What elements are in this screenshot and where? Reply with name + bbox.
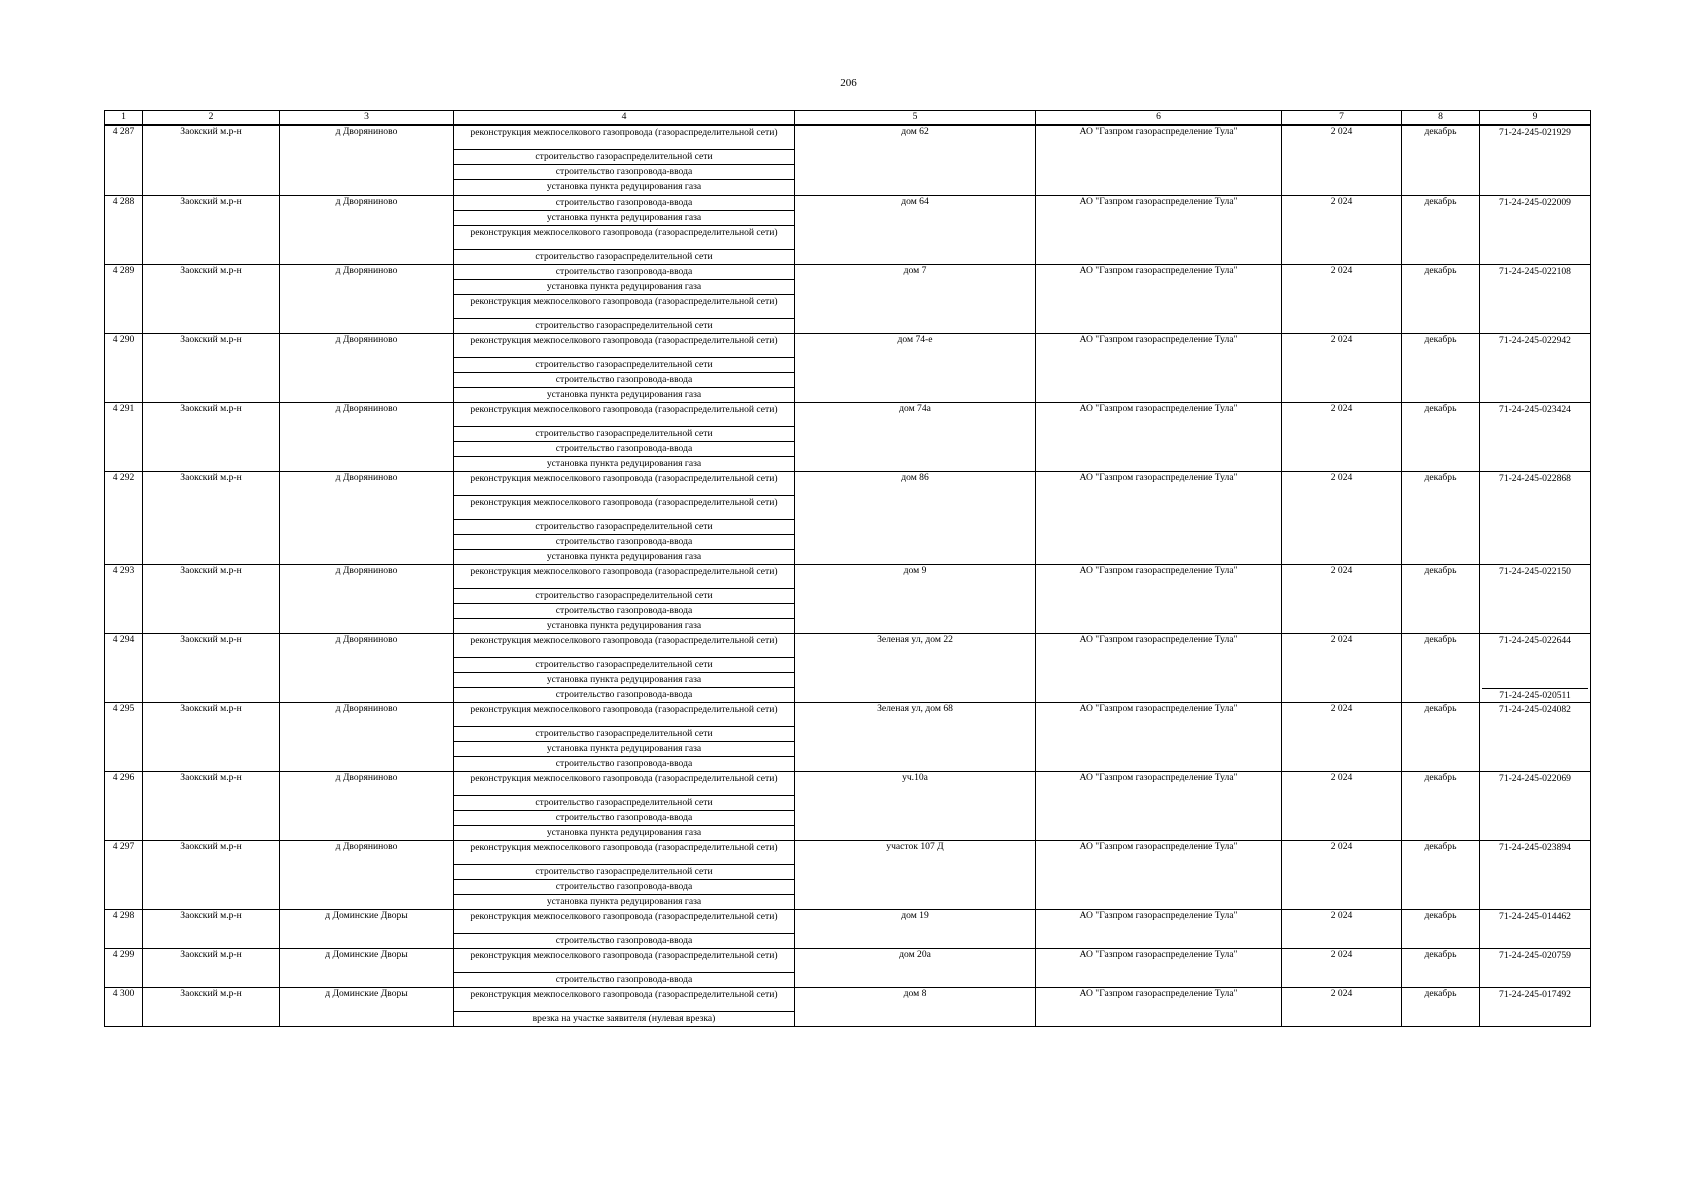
work-item: реконструкция межпоселкового газопровода (газораспределительной сети) xyxy=(454,988,794,1012)
district-cell: Заокский м.р-н xyxy=(143,949,280,988)
district-cell: Заокский м.р-н xyxy=(143,703,280,772)
works-cell xyxy=(454,265,795,334)
application-code: 71-24-245-020511 xyxy=(1482,688,1588,702)
code-list xyxy=(1482,472,1588,564)
work-item: реконструкция межпоселкового газопровода (газораспределительной сети) xyxy=(454,295,794,319)
application-code: 71-24-245-017492 xyxy=(1499,989,1571,1000)
page-number: 206 xyxy=(840,77,857,89)
column-header: 7 xyxy=(1282,111,1402,126)
work-item: строительство газораспределительной сети xyxy=(535,251,713,262)
works-list xyxy=(454,772,794,840)
column-header: 5 xyxy=(795,111,1036,126)
works-cell xyxy=(454,988,795,1027)
table-body xyxy=(105,125,1591,1027)
district-cell: Заокский м.р-н xyxy=(143,634,280,703)
code-list xyxy=(1482,265,1588,333)
table-row xyxy=(105,703,1591,772)
application-code: 71-24-245-023424 xyxy=(1499,404,1571,415)
year-cell: 2 024 xyxy=(1282,196,1402,265)
column-header: 1 xyxy=(105,111,143,126)
row-number: 4 296 xyxy=(105,772,143,841)
works-list xyxy=(454,265,794,333)
work-item: реконструкция межпоселкового газопровода (газораспределительной сети) xyxy=(454,949,794,973)
month-cell: декабрь xyxy=(1402,634,1480,703)
address-cell: дом 86 xyxy=(795,472,1036,565)
work-item: установка пункта редуцирования газа xyxy=(546,620,702,631)
row-number: 4 290 xyxy=(105,334,143,403)
work-item: строительство газораспределительной сети xyxy=(454,520,794,535)
month-cell: декабрь xyxy=(1402,703,1480,772)
works-list xyxy=(454,472,794,564)
address-cell: дом 7 xyxy=(795,265,1036,334)
application-code: 71-24-245-022009 xyxy=(1499,197,1571,208)
work-item: реконструкция межпоселкового газопровода (газораспределительной сети) xyxy=(454,334,794,358)
gasification-register-table xyxy=(104,110,1591,1027)
work-item: строительство газораспределительной сети xyxy=(454,796,794,811)
column-header: 3 xyxy=(280,111,454,126)
works-list xyxy=(454,126,794,194)
work-item: строительство газопровода-ввода xyxy=(555,689,693,700)
code-list xyxy=(1482,949,1588,987)
table-row xyxy=(105,403,1591,472)
row-number: 4 288 xyxy=(105,196,143,265)
table-row xyxy=(105,125,1591,196)
work-item: реконструкция межпоселкового газопровода (газораспределительной сети) xyxy=(454,841,794,865)
district-cell: Заокский м.р-н xyxy=(143,196,280,265)
table-row xyxy=(105,265,1591,334)
works-list xyxy=(454,334,794,402)
locality-cell: д Дворяниново xyxy=(280,125,454,196)
year-cell: 2 024 xyxy=(1282,565,1402,634)
application-code: 71-24-245-022150 xyxy=(1499,566,1571,577)
works-cell xyxy=(454,565,795,634)
application-code: 71-24-245-022868 xyxy=(1499,473,1571,484)
works-list xyxy=(454,703,794,771)
code-list xyxy=(1482,841,1588,909)
code-list xyxy=(1482,772,1588,840)
works-cell xyxy=(454,196,795,265)
works-list xyxy=(454,634,794,702)
organization-cell: АО "Газпром газораспределение Тула" xyxy=(1036,988,1282,1027)
work-item: врезка на участке заявителя (нулевая врезка) xyxy=(532,1013,716,1024)
code-list xyxy=(1482,634,1588,702)
works-cell xyxy=(454,125,795,196)
application-code: 71-24-245-020759 xyxy=(1499,950,1571,961)
locality-cell: д Дворяниново xyxy=(280,334,454,403)
code-list xyxy=(1482,403,1588,471)
address-cell: уч.10а xyxy=(795,772,1036,841)
month-cell: декабрь xyxy=(1402,472,1480,565)
works-cell xyxy=(454,772,795,841)
code-list xyxy=(1482,910,1588,948)
organization-cell: АО "Газпром газораспределение Тула" xyxy=(1036,125,1282,196)
code-cell xyxy=(1480,565,1591,634)
work-item: строительство газопровода-ввода xyxy=(555,935,693,946)
table-row xyxy=(105,196,1591,265)
work-item: реконструкция межпоселкового газопровода (газораспределительной сети) xyxy=(454,403,794,427)
month-cell: декабрь xyxy=(1402,988,1480,1027)
work-item: установка пункта редуцирования газа xyxy=(546,896,702,907)
table-row xyxy=(105,988,1591,1027)
work-item: строительство газопровода-ввода xyxy=(454,811,794,826)
table-row xyxy=(105,634,1591,703)
code-cell xyxy=(1480,772,1591,841)
year-cell: 2 024 xyxy=(1282,403,1402,472)
work-item: строительство газораспределительной сети xyxy=(454,589,794,604)
locality-cell: д Доминские Дворы xyxy=(280,988,454,1027)
locality-cell: д Дворяниново xyxy=(280,634,454,703)
month-cell: декабрь xyxy=(1402,403,1480,472)
code-cell xyxy=(1480,403,1591,472)
works-cell xyxy=(454,472,795,565)
organization-cell: АО "Газпром газораспределение Тула" xyxy=(1036,634,1282,703)
year-cell: 2 024 xyxy=(1282,910,1402,949)
code-cell xyxy=(1480,841,1591,910)
work-item: строительство газораспределительной сети xyxy=(454,658,794,673)
work-item: строительство газораспределительной сети xyxy=(454,865,794,880)
works-cell xyxy=(454,334,795,403)
table-row xyxy=(105,841,1591,910)
row-number: 4 294 xyxy=(105,634,143,703)
works-cell xyxy=(454,910,795,949)
address-cell: дом 8 xyxy=(795,988,1036,1027)
work-item: строительство газопровода-ввода xyxy=(454,604,794,619)
address-cell: дом 19 xyxy=(795,910,1036,949)
year-cell: 2 024 xyxy=(1282,949,1402,988)
district-cell: Заокский м.р-н xyxy=(143,125,280,196)
address-cell: дом 74-е xyxy=(795,334,1036,403)
code-cell xyxy=(1480,703,1591,772)
works-list xyxy=(454,196,794,264)
code-cell xyxy=(1480,949,1591,988)
code-list xyxy=(1482,196,1588,264)
code-cell xyxy=(1480,910,1591,949)
work-item: установка пункта редуцирования газа xyxy=(546,551,702,562)
work-item: строительство газораспределительной сети xyxy=(535,320,713,331)
year-cell: 2 024 xyxy=(1282,634,1402,703)
code-cell xyxy=(1480,634,1591,703)
work-item: реконструкция межпоселкового газопровода (газораспределительной сети) xyxy=(454,565,794,589)
address-cell: дом 64 xyxy=(795,196,1036,265)
column-header: 6 xyxy=(1036,111,1282,126)
works-list xyxy=(454,949,794,987)
organization-cell: АО "Газпром газораспределение Тула" xyxy=(1036,772,1282,841)
column-number-row xyxy=(105,111,1591,126)
application-code: 71-24-245-014462 xyxy=(1499,911,1571,922)
code-cell xyxy=(1480,265,1591,334)
works-list xyxy=(454,565,794,633)
works-cell xyxy=(454,841,795,910)
month-cell: декабрь xyxy=(1402,125,1480,196)
table-row xyxy=(105,565,1591,634)
row-number: 4 297 xyxy=(105,841,143,910)
code-list xyxy=(1482,703,1588,771)
row-number: 4 291 xyxy=(105,403,143,472)
district-cell: Заокский м.р-н xyxy=(143,403,280,472)
work-item: реконструкция межпоселкового газопровода (газораспределительной сети) xyxy=(454,910,794,934)
code-cell xyxy=(1480,334,1591,403)
organization-cell: АО "Газпром газораспределение Тула" xyxy=(1036,265,1282,334)
month-cell: декабрь xyxy=(1402,565,1480,634)
table-row xyxy=(105,772,1591,841)
month-cell: декабрь xyxy=(1402,334,1480,403)
year-cell: 2 024 xyxy=(1282,334,1402,403)
work-item: реконструкция межпоселкового газопровода (газораспределительной сети) xyxy=(454,126,794,150)
works-list xyxy=(454,988,794,1026)
locality-cell: д Доминские Дворы xyxy=(280,949,454,988)
month-cell: декабрь xyxy=(1402,949,1480,988)
code-list xyxy=(1482,565,1588,633)
works-list xyxy=(454,841,794,909)
year-cell: 2 024 xyxy=(1282,841,1402,910)
locality-cell: д Дворяниново xyxy=(280,403,454,472)
works-list xyxy=(454,403,794,471)
work-item: установка пункта редуцирования газа xyxy=(546,458,702,469)
locality-cell: д Дворяниново xyxy=(280,265,454,334)
table-row xyxy=(105,949,1591,988)
month-cell: декабрь xyxy=(1402,772,1480,841)
organization-cell: АО "Газпром газораспределение Тула" xyxy=(1036,703,1282,772)
work-item: строительство газопровода-ввода xyxy=(555,974,693,985)
works-list xyxy=(454,910,794,948)
work-item: реконструкция межпоселкового газопровода (газораспределительной сети) xyxy=(454,772,794,796)
work-item: строительство газораспределительной сети xyxy=(454,427,794,442)
district-cell: Заокский м.р-н xyxy=(143,472,280,565)
code-cell xyxy=(1480,988,1591,1027)
work-item: реконструкция межпоселкового газопровода (газораспределительной сети) xyxy=(454,226,794,250)
work-item: строительство газопровода-ввода xyxy=(454,196,794,211)
work-item: установка пункта редуцирования газа xyxy=(454,211,794,226)
row-number: 4 299 xyxy=(105,949,143,988)
works-cell xyxy=(454,634,795,703)
month-cell: декабрь xyxy=(1402,910,1480,949)
row-number: 4 287 xyxy=(105,125,143,196)
year-cell: 2 024 xyxy=(1282,703,1402,772)
district-cell: Заокский м.р-н xyxy=(143,334,280,403)
application-code: 71-24-245-024082 xyxy=(1499,704,1571,715)
work-item: установка пункта редуцирования газа xyxy=(454,280,794,295)
work-item: реконструкция межпоселкового газопровода (газораспределительной сети) xyxy=(454,496,794,520)
month-cell: декабрь xyxy=(1402,196,1480,265)
locality-cell: д Доминские Дворы xyxy=(280,910,454,949)
year-cell: 2 024 xyxy=(1282,472,1402,565)
address-cell: дом 62 xyxy=(795,125,1036,196)
works-cell xyxy=(454,403,795,472)
work-item: строительство газопровода-ввода xyxy=(454,373,794,388)
code-cell xyxy=(1480,125,1591,196)
address-cell: Зеленая ул, дом 22 xyxy=(795,634,1036,703)
organization-cell: АО "Газпром газораспределение Тула" xyxy=(1036,910,1282,949)
work-item: строительство газопровода-ввода xyxy=(555,758,693,769)
locality-cell: д Дворяниново xyxy=(280,772,454,841)
code-cell xyxy=(1480,472,1591,565)
application-code: 71-24-245-022644 xyxy=(1499,635,1571,646)
code-list xyxy=(1482,126,1588,195)
work-item: строительство газопровода-ввода xyxy=(454,265,794,280)
address-cell: дом 20а xyxy=(795,949,1036,988)
work-item: строительство газопровода-ввода xyxy=(454,880,794,895)
month-cell: декабрь xyxy=(1402,265,1480,334)
application-code: 71-24-245-022069 xyxy=(1499,773,1571,784)
address-cell: дом 9 xyxy=(795,565,1036,634)
district-cell: Заокский м.р-н xyxy=(143,910,280,949)
address-cell: дом 74а xyxy=(795,403,1036,472)
district-cell: Заокский м.р-н xyxy=(143,265,280,334)
district-cell: Заокский м.р-н xyxy=(143,772,280,841)
works-cell xyxy=(454,703,795,772)
work-item: реконструкция межпоселкового газопровода (газораспределительной сети) xyxy=(454,703,794,727)
application-code: 71-24-245-021929 xyxy=(1499,127,1571,138)
work-item: реконструкция межпоселкового газопровода (газораспределительной сети) xyxy=(454,634,794,658)
row-number: 4 300 xyxy=(105,988,143,1027)
code-list xyxy=(1482,988,1588,1026)
code-list xyxy=(1482,334,1588,402)
work-item: установка пункта редуцирования газа xyxy=(454,673,794,688)
work-item: строительство газопровода-ввода xyxy=(454,535,794,550)
locality-cell: д Дворяниново xyxy=(280,196,454,265)
work-item: реконструкция межпоселкового газопровода (газораспределительной сети) xyxy=(454,472,794,496)
organization-cell: АО "Газпром газораспределение Тула" xyxy=(1036,841,1282,910)
organization-cell: АО "Газпром газораспределение Тула" xyxy=(1036,196,1282,265)
column-header: 4 xyxy=(454,111,795,126)
organization-cell: АО "Газпром газораспределение Тула" xyxy=(1036,472,1282,565)
work-item: установка пункта редуцирования газа xyxy=(546,181,702,192)
work-item: строительство газопровода-ввода xyxy=(454,165,794,180)
row-number: 4 295 xyxy=(105,703,143,772)
row-number: 4 289 xyxy=(105,265,143,334)
application-code: 71-24-245-023894 xyxy=(1499,842,1571,853)
address-cell: участок 107 Д xyxy=(795,841,1036,910)
column-header: 2 xyxy=(143,111,280,126)
address-cell: Зеленая ул, дом 68 xyxy=(795,703,1036,772)
column-header: 9 xyxy=(1480,111,1591,126)
work-item: строительство газопровода-ввода xyxy=(454,442,794,457)
year-cell: 2 024 xyxy=(1282,772,1402,841)
work-item: установка пункта редуцирования газа xyxy=(546,389,702,400)
month-cell: декабрь xyxy=(1402,841,1480,910)
code-cell xyxy=(1480,196,1591,265)
locality-cell: д Дворяниново xyxy=(280,703,454,772)
year-cell: 2 024 xyxy=(1282,125,1402,196)
district-cell: Заокский м.р-н xyxy=(143,841,280,910)
organization-cell: АО "Газпром газораспределение Тула" xyxy=(1036,403,1282,472)
table-row xyxy=(105,472,1591,565)
organization-cell: АО "Газпром газораспределение Тула" xyxy=(1036,334,1282,403)
work-item: установка пункта редуцирования газа xyxy=(454,742,794,757)
application-code: 71-24-245-022108 xyxy=(1499,266,1571,277)
row-number: 4 293 xyxy=(105,565,143,634)
year-cell: 2 024 xyxy=(1282,988,1402,1027)
district-cell: Заокский м.р-н xyxy=(143,988,280,1027)
work-item: строительство газораспределительной сети xyxy=(454,727,794,742)
column-header: 8 xyxy=(1402,111,1480,126)
works-cell xyxy=(454,949,795,988)
year-cell: 2 024 xyxy=(1282,265,1402,334)
row-number: 4 292 xyxy=(105,472,143,565)
locality-cell: д Дворяниново xyxy=(280,841,454,910)
district-cell: Заокский м.р-н xyxy=(143,565,280,634)
work-item: установка пункта редуцирования газа xyxy=(546,827,702,838)
locality-cell: д Дворяниново xyxy=(280,565,454,634)
work-item: строительство газораспределительной сети xyxy=(454,358,794,373)
row-number: 4 298 xyxy=(105,910,143,949)
organization-cell: АО "Газпром газораспределение Тула" xyxy=(1036,949,1282,988)
organization-cell: АО "Газпром газораспределение Тула" xyxy=(1036,565,1282,634)
locality-cell: д Дворяниново xyxy=(280,472,454,565)
work-item: строительство газораспределительной сети xyxy=(454,150,794,165)
table-row xyxy=(105,910,1591,949)
table-row xyxy=(105,334,1591,403)
application-code: 71-24-245-022942 xyxy=(1499,335,1571,346)
